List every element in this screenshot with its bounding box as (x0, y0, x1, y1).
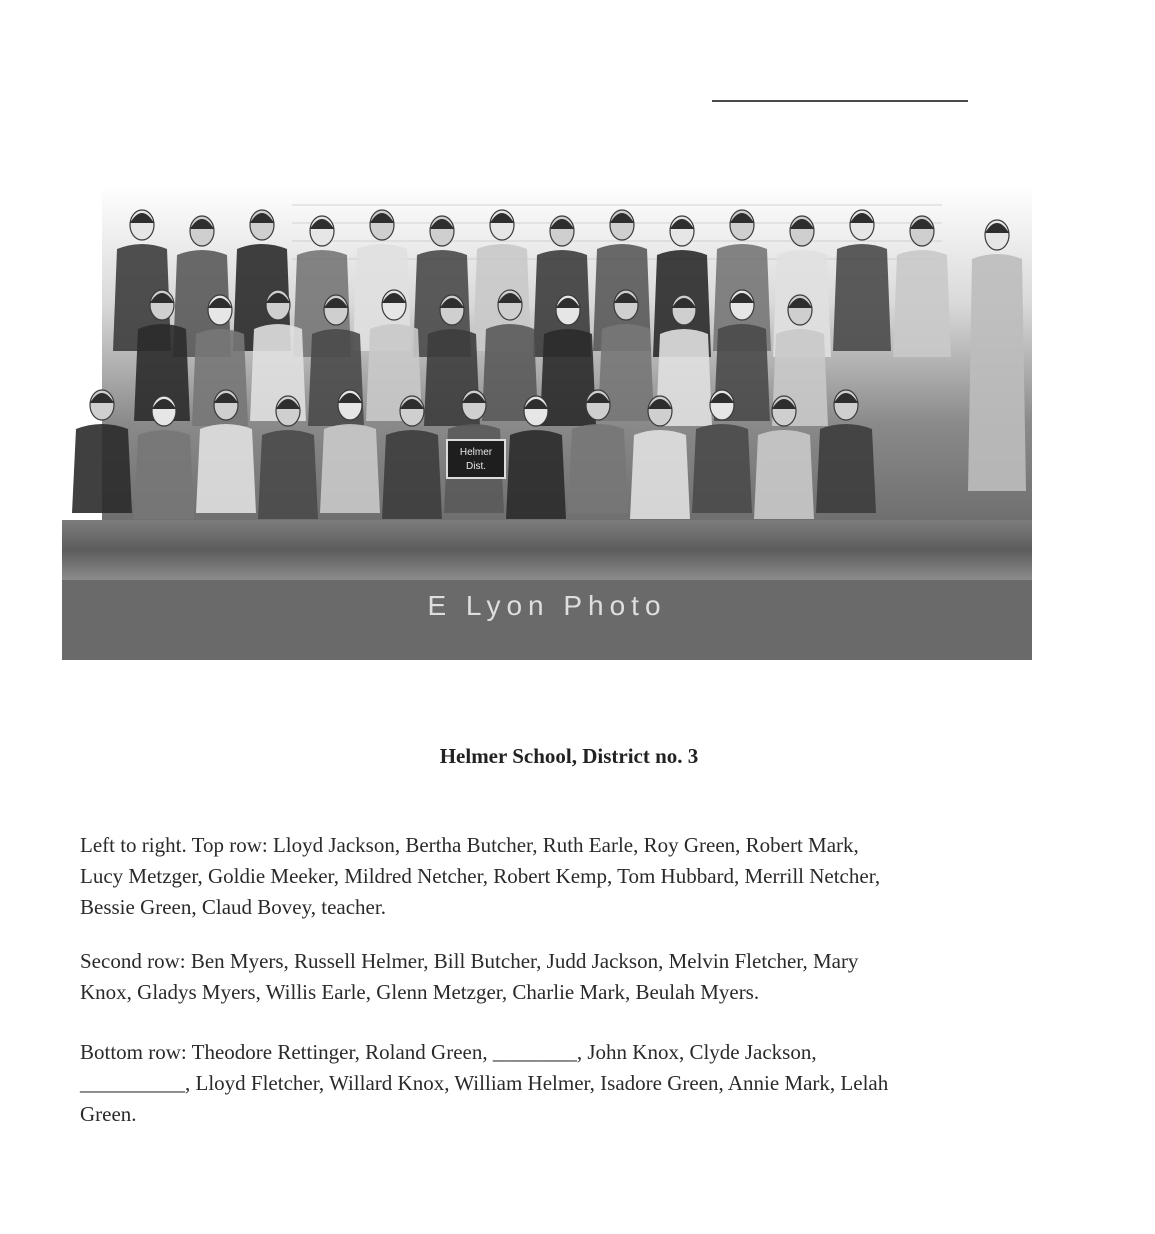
top-row-line-2: Lucy Metzger, Goldie Meeker, Mildred Netcher, Robert Kemp, Tom Hubbard, Merrill Netcher, (80, 864, 881, 888)
slate-text-1: Helmer (459, 447, 493, 458)
bottom-row-caption (80, 1037, 1080, 1130)
bottom-row-line-2: __________, Lloyd Fletcher, Willard Knox, William Helmer, Isadore Green, Annie Mark, Lelah (80, 1071, 889, 1095)
top-row-line-3: Bessie Green, Claud Bovey, teacher. (80, 895, 386, 919)
stone-steps (62, 520, 1032, 580)
class-photograph (62, 185, 1032, 660)
bottom-row-line-1: Bottom row: Theodore Rettinger, Roland Green, ________, John Knox, Clyde Jackson, (80, 1040, 817, 1064)
photo-illustration (62, 185, 1032, 660)
photographer-stamp: E Lyon Photo (427, 590, 667, 621)
second-row-line-2: Knox, Gladys Myers, Willis Earle, Glenn Metzger, Charlie Mark, Beulah Myers. (80, 980, 760, 1004)
top-row-line-1: Left to right. Top row: Lloyd Jackson, Bertha Butcher, Ruth Earle, Roy Green, Robert Mark, (80, 833, 859, 857)
top-rule-line (712, 100, 968, 102)
document-title: Helmer School, District no. 3 (439, 744, 699, 768)
second-row-caption (80, 946, 1080, 1008)
top-row-caption (80, 830, 1080, 923)
second-row-line-1: Second row: Ben Myers, Russell Helmer, Bill Butcher, Judd Jackson, Melvin Fletcher, Mary (80, 949, 859, 973)
chalk-slate (447, 440, 505, 478)
person-figure (968, 220, 1026, 491)
slate-text-2: Dist. (466, 461, 486, 472)
bottom-row-line-3: Green. (80, 1102, 137, 1126)
